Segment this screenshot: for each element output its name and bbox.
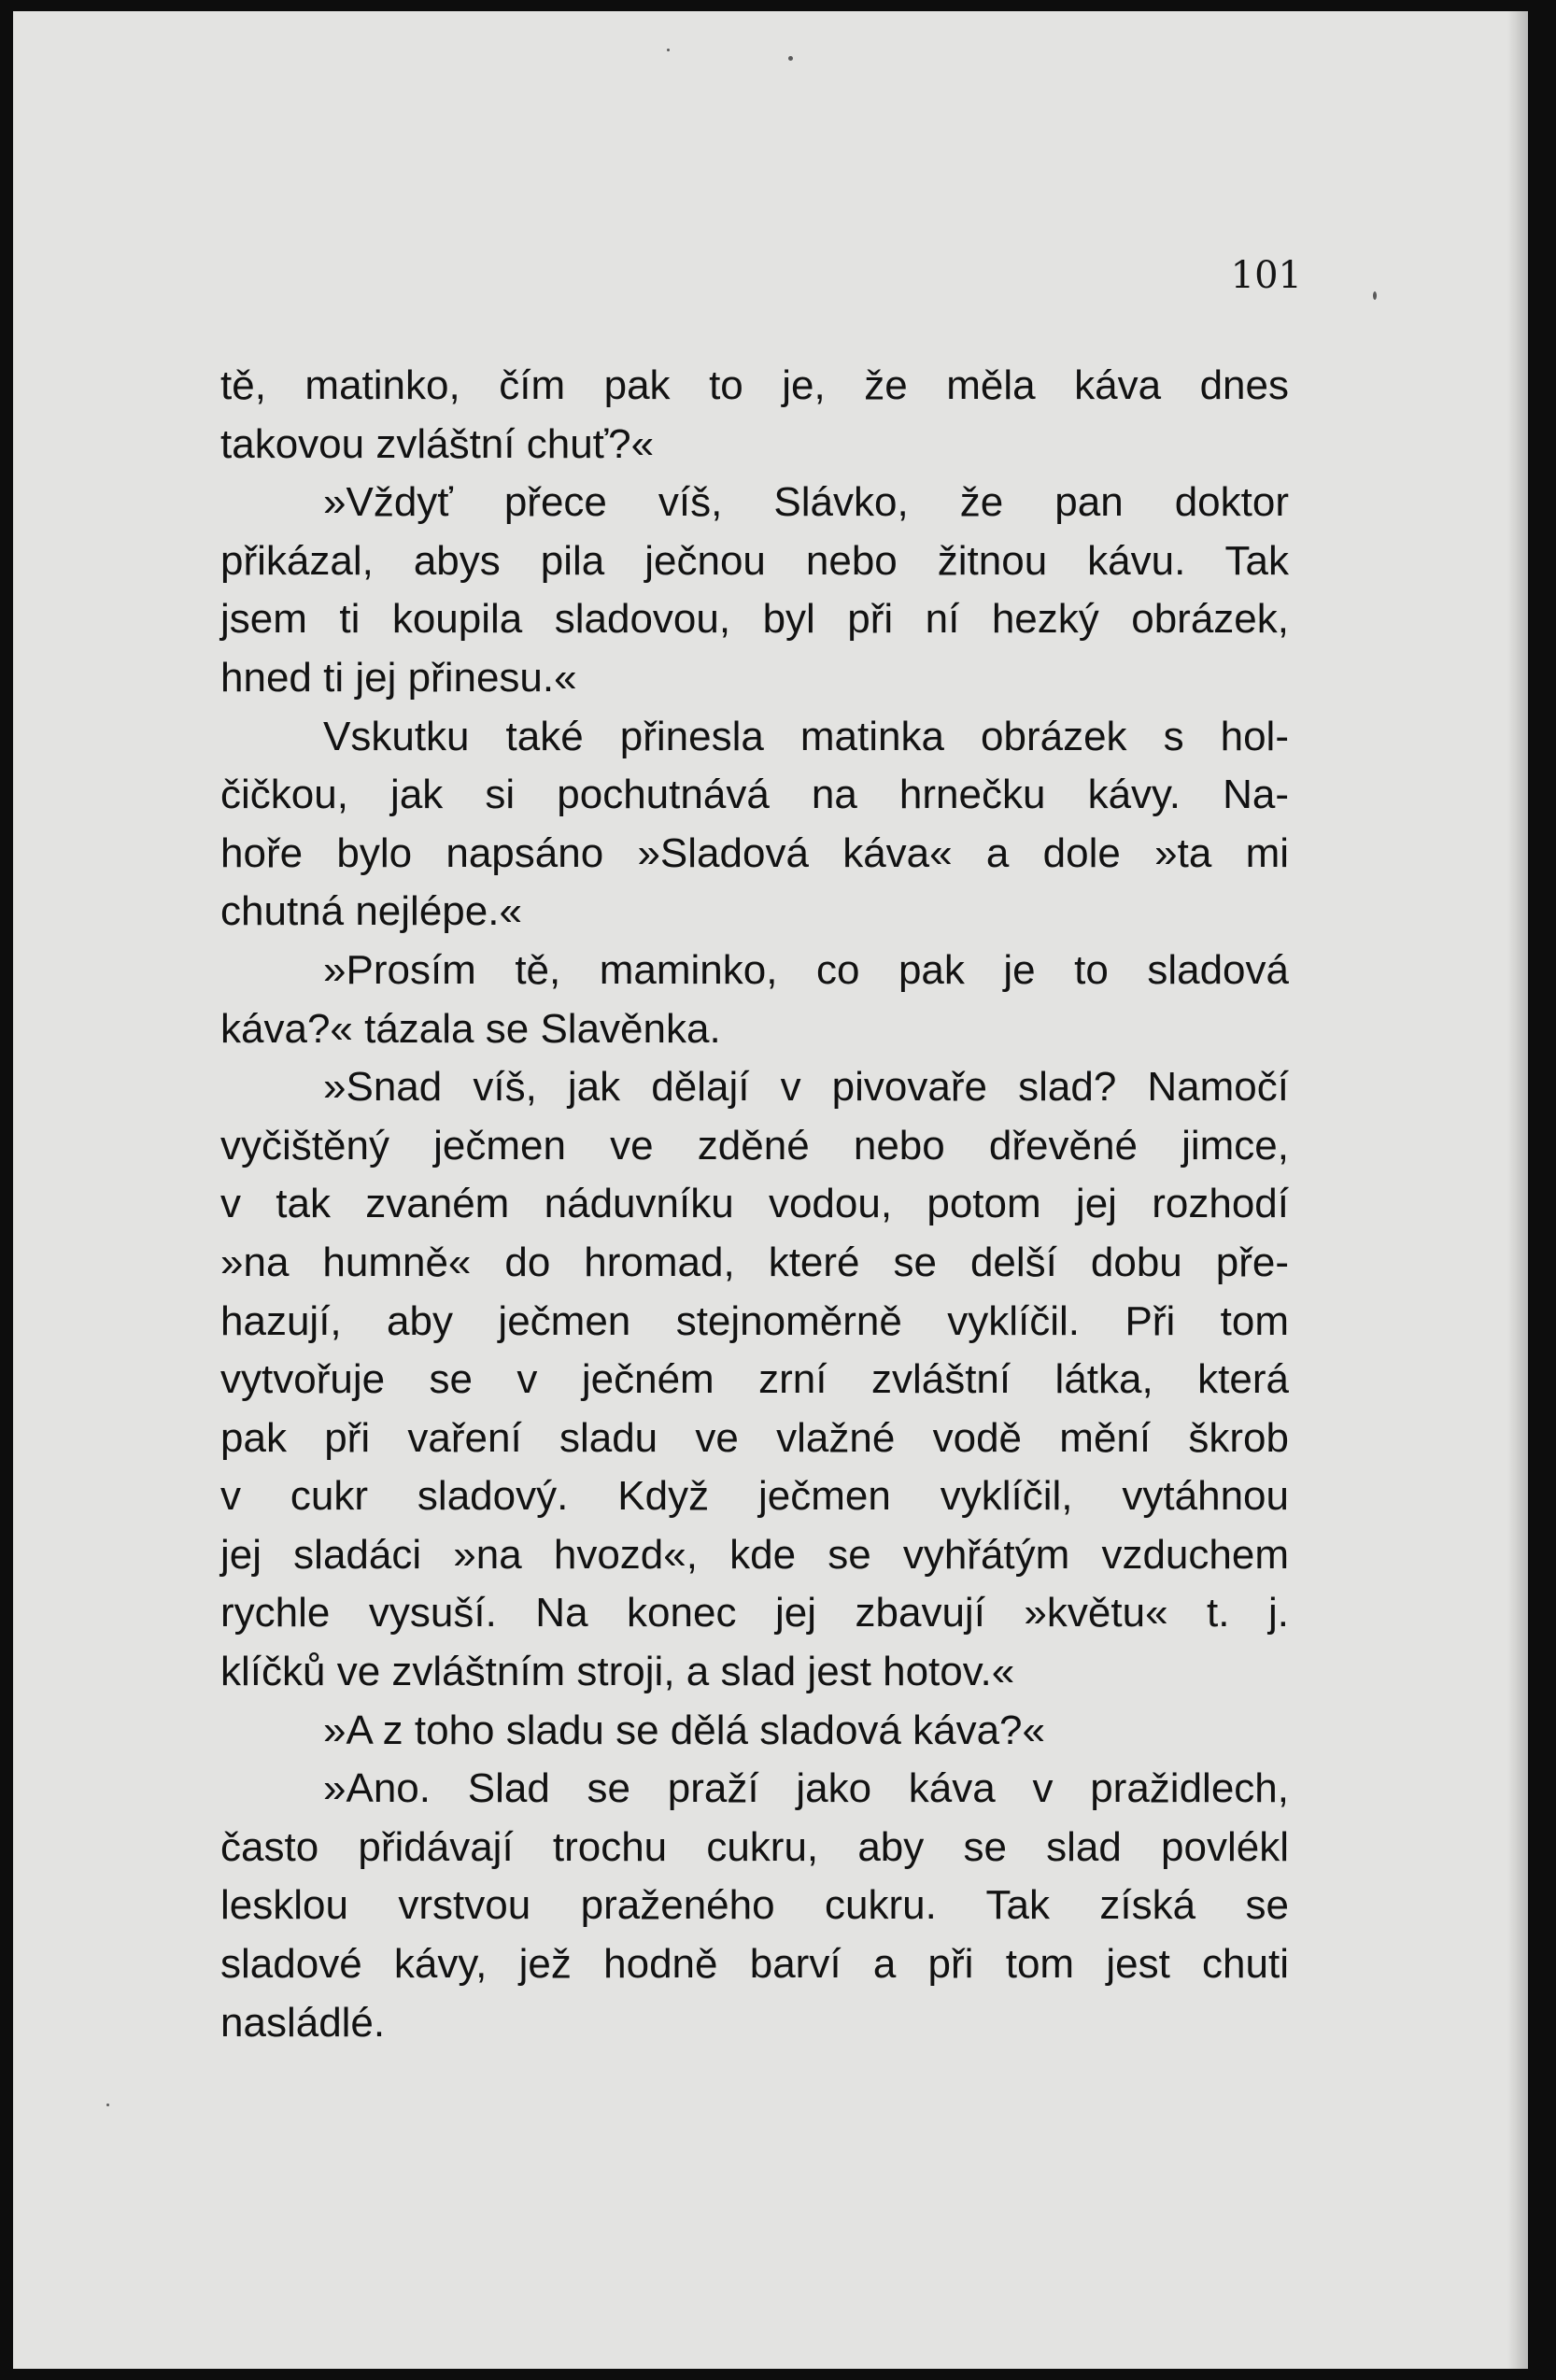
text-line: »Vždyť přece víš, Slávko, že pan doktor xyxy=(323,479,1289,526)
text-line: Vskutku také přinesla matinka obrázek s hol- xyxy=(323,713,1289,759)
dust-speck xyxy=(788,56,793,61)
text-line: »na humně« do hromad, které se delší dobu pře- xyxy=(220,1239,1289,1285)
text-line: hoře bylo napsáno »Sladová káva« a dole »ta mi xyxy=(220,829,1289,876)
text-line: klíčků ve zvláštním stroji, a slad jest hotov.« xyxy=(220,1649,1015,1695)
dust-speck xyxy=(667,49,670,51)
text-line: sladové kávy, jež hodně barví a při tom jest chuti xyxy=(220,1941,1289,1988)
book-page xyxy=(13,11,1528,2369)
text-line: káva?« tázala se Slavěnka. xyxy=(220,1005,721,1052)
text-line: čičkou, jak si pochutnává na hrnečku kávy. Na- xyxy=(220,772,1289,818)
text-line: hazují, aby ječmen stejnoměrně vyklíčil. Při tom xyxy=(220,1297,1289,1344)
text-line: hned ti jej přinesu.« xyxy=(220,654,577,701)
text-line: nasládlé. xyxy=(220,1999,386,2046)
text-line: vytvořuje se v ječném zrní zvláštní látka, která xyxy=(220,1356,1289,1403)
dust-speck xyxy=(106,2104,109,2106)
text-line: v cukr sladový. Když ječmen vyklíčil, vytáhnou xyxy=(220,1473,1289,1520)
page-edge-shadow xyxy=(1507,11,1528,2369)
text-line: »Prosím tě, maminko, co pak je to sladová xyxy=(323,946,1289,993)
text-line: rychle vysuší. Na konec jej zbavují »květu« t. j. xyxy=(220,1590,1289,1636)
text-line: »Snad víš, jak dělají v pivovaře slad? Namočí xyxy=(323,1064,1289,1111)
text-line: takovou zvláštní chuť?« xyxy=(220,420,655,467)
body-text xyxy=(220,357,1289,2052)
text-line: chutná nejlépe.« xyxy=(220,888,522,935)
text-line: přikázal, abys pila ječnou nebo žitnou kávu. Tak xyxy=(220,537,1289,584)
text-line: »A z toho sladu se dělá sladová káva?« xyxy=(323,1707,1045,1753)
text-line: jej sladáci »na hvozd«, kde se vyhřátým vzduchem xyxy=(220,1531,1289,1578)
text-line: lesklou vrstvou praženého cukru. Tak získá se xyxy=(220,1882,1289,1929)
text-line: jsem ti koupila sladovou, byl při ní hezký obrázek, xyxy=(220,596,1289,643)
text-line: pak při vaření sladu ve vlažné vodě mění škrob xyxy=(220,1414,1289,1461)
text-line: »Ano. Slad se praží jako káva v pražidlech, xyxy=(323,1765,1289,1812)
text-line: v tak zvaném náduvníku vodou, potom jej rozhodí xyxy=(220,1181,1289,1227)
text-line: tě, matinko, čím pak to je, že měla káva dnes xyxy=(220,362,1289,408)
text-line: vyčištěný ječmen ve zděné nebo dřevěné jimce, xyxy=(220,1122,1289,1169)
page-number: 101 xyxy=(1230,254,1302,297)
text-line: často přidávají trochu cukru, aby se slad povlékl xyxy=(220,1823,1289,1870)
dust-speck xyxy=(1373,291,1377,300)
